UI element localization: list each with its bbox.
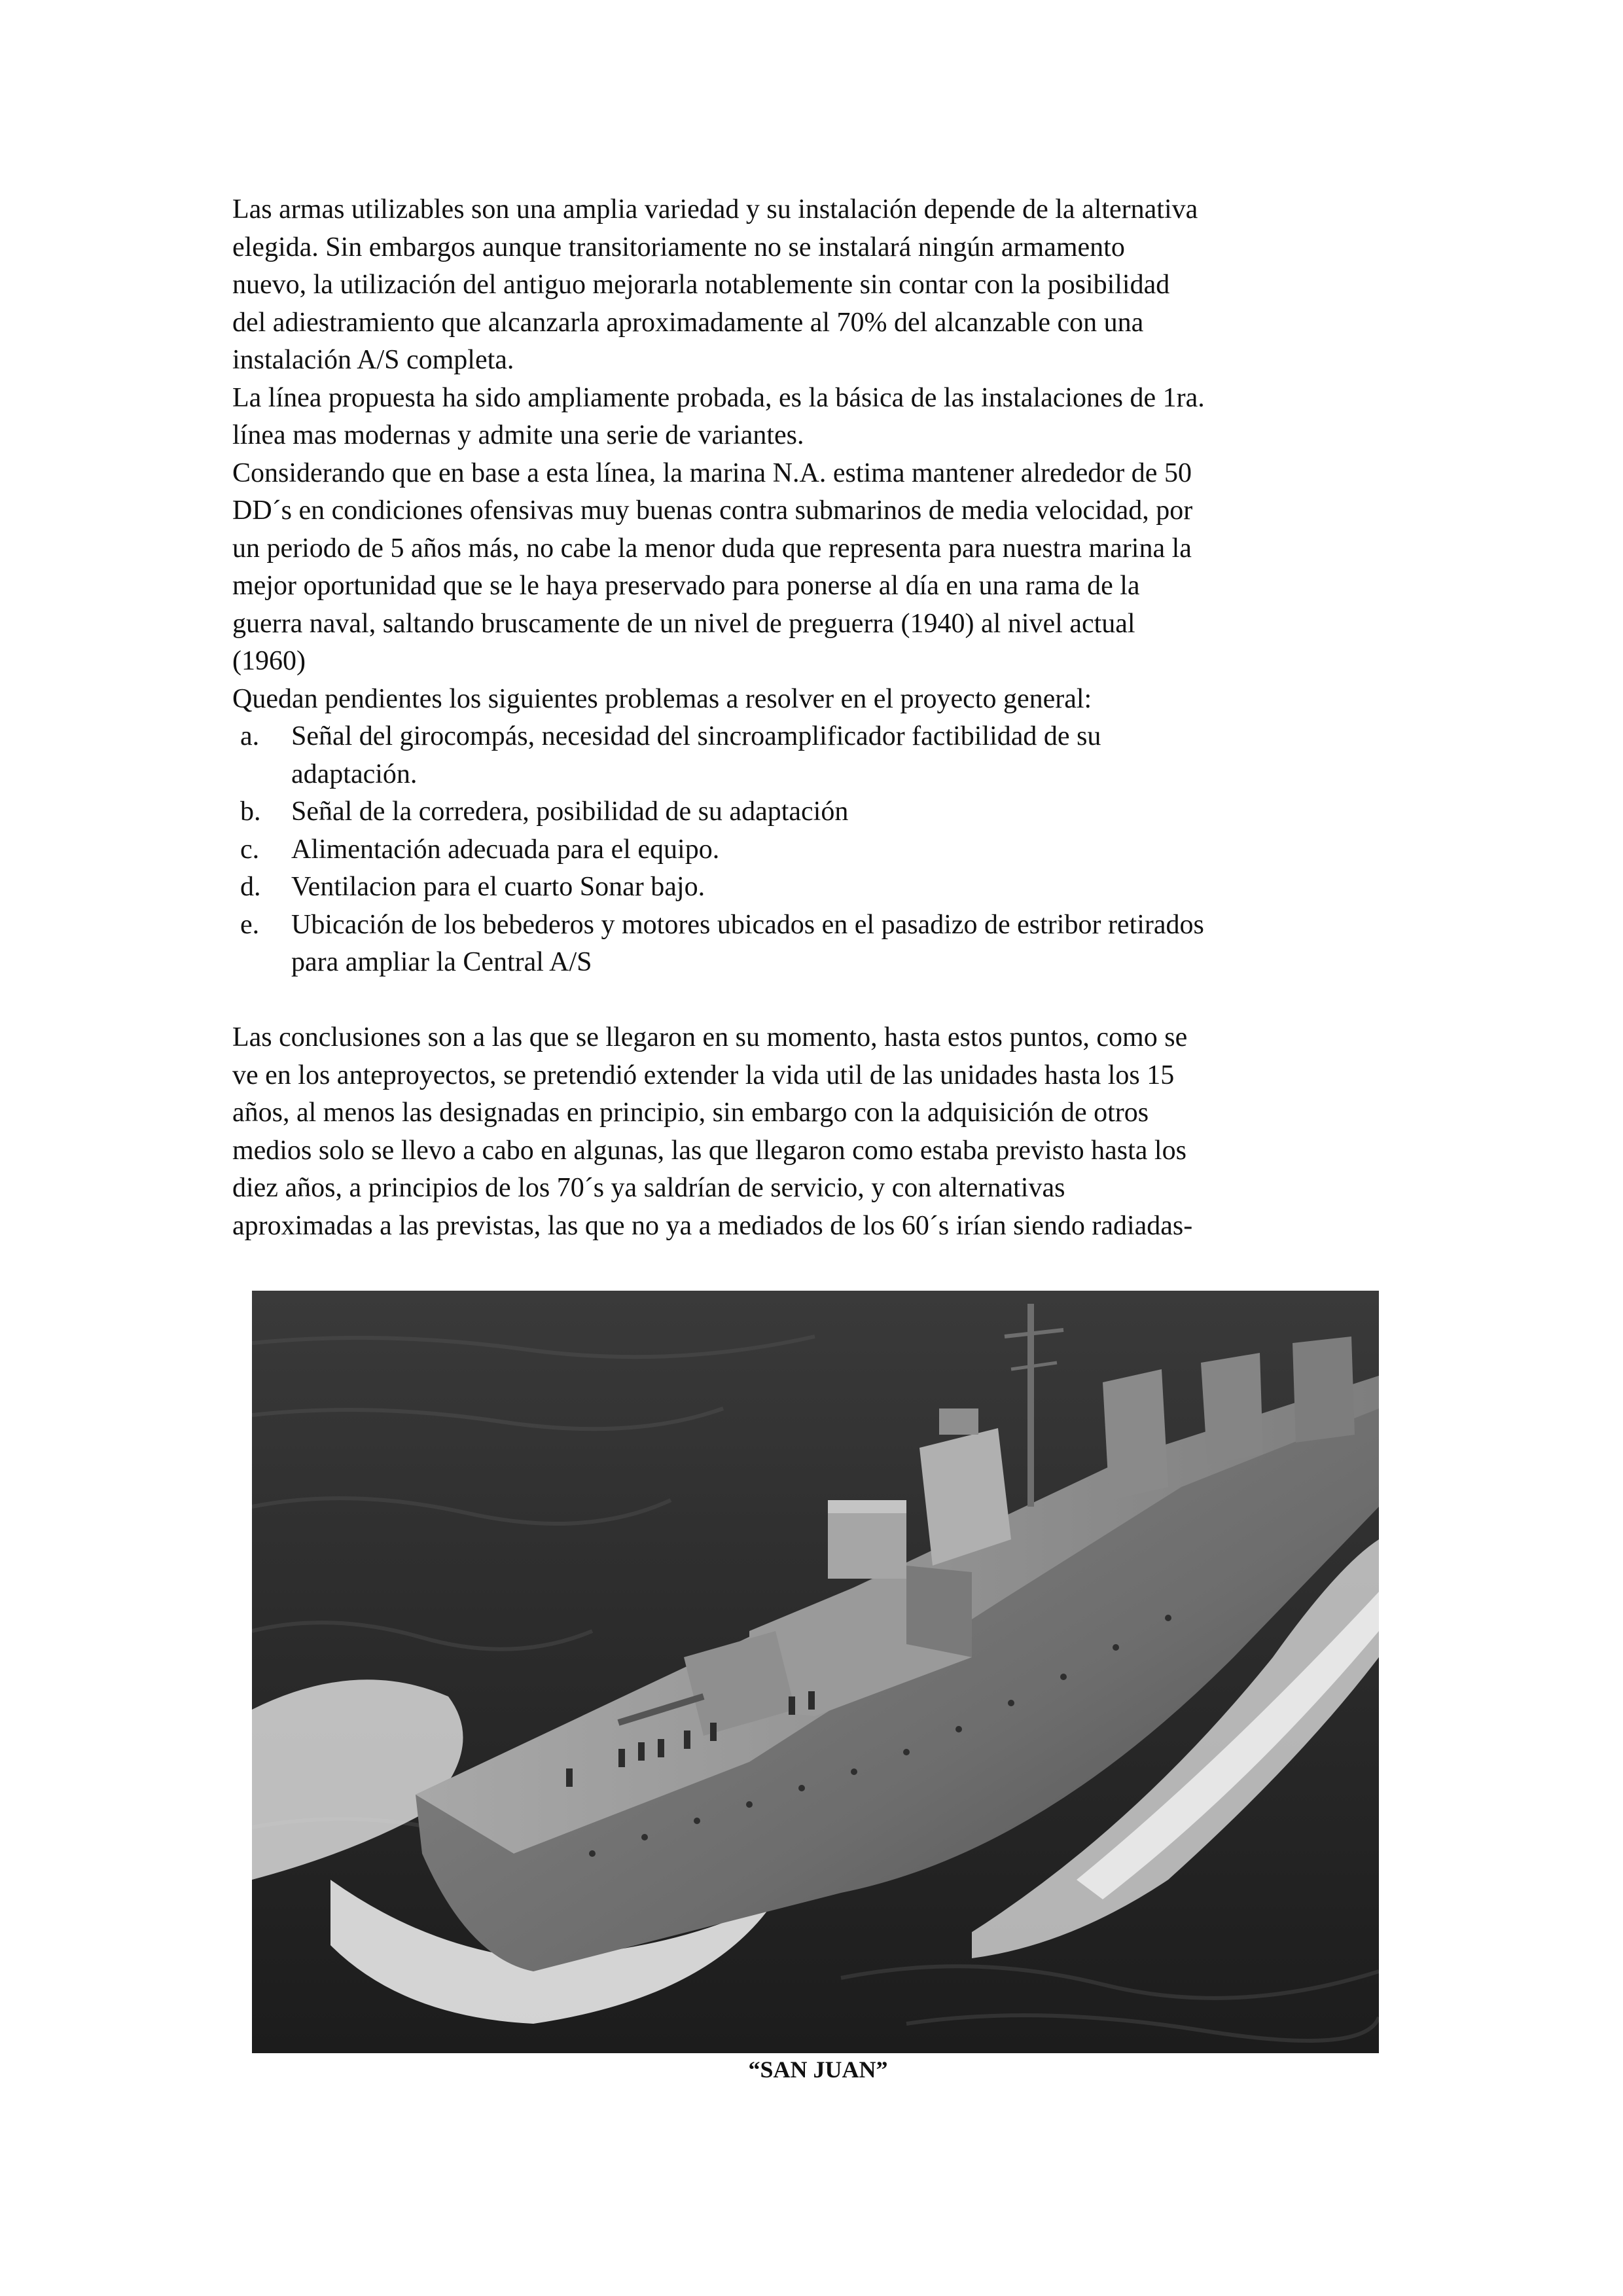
list-item bbox=[232, 906, 1397, 982]
text-line: La línea propuesta ha sido ampliamente probada, es la básica de las instalaciones de 1ra. bbox=[232, 382, 1205, 413]
list-item bbox=[232, 718, 1397, 793]
text-line: mejor oportunidad que se le haya preservado para ponerse al día en una rama de la bbox=[232, 571, 1140, 601]
paragraph-conclusiones bbox=[232, 1019, 1397, 1245]
text-line: aproximadas a las previstas, las que no ya a mediados de los 60´s irían siendo radiadas- bbox=[232, 1210, 1193, 1241]
ship-photograph bbox=[252, 1291, 1379, 2053]
pending-problems-list bbox=[232, 718, 1397, 982]
text-line: diez años, a principios de los 70´s ya saldrían de servicio, y con alternativas bbox=[232, 1173, 1065, 1203]
text-line: ve en los anteproyectos, se pretendió extender la vida util de las unidades hasta los 15 bbox=[232, 1060, 1175, 1090]
text-line: Alimentación adecuada para el equipo. bbox=[291, 834, 720, 865]
paragraph-considerando bbox=[232, 455, 1397, 681]
text-line: DD´s en condiciones ofensivas muy buenas contra submarinos de media velocidad, por bbox=[232, 495, 1193, 526]
document-body bbox=[232, 191, 1397, 1245]
list-marker: e. bbox=[240, 909, 260, 940]
text-line: Quedan pendientes los siguientes problemas a resolver en el proyecto general: bbox=[232, 683, 1092, 714]
list-item bbox=[232, 831, 1397, 869]
text-line: un periodo de 5 años más, no cabe la menor duda que representa para nuestra marina la bbox=[232, 533, 1192, 564]
text-line: Ubicación de los bebederos y motores ubicados en el pasadizo de estribor retirados bbox=[291, 909, 1204, 940]
list-marker: d. bbox=[240, 872, 261, 902]
text-line: Ventilacion para el cuarto Sonar bajo. bbox=[291, 872, 705, 902]
list-marker: c. bbox=[240, 834, 260, 865]
list-item bbox=[232, 869, 1397, 906]
list-marker: b. bbox=[240, 797, 261, 827]
text-line: elegida. Sin embargos aunque transitoriamente no se instalará ningún armamento bbox=[232, 232, 1125, 262]
text-line: adaptación. bbox=[291, 759, 418, 789]
text-line: Considerando que en base a esta línea, la marina N.A. estima mantener alrededor de 50 bbox=[232, 457, 1192, 488]
text-line: Señal de la corredera, posibilidad de su adaptación bbox=[291, 797, 849, 827]
text-line: años, al menos las designadas en principio, sin embargo con la adquisición de otros bbox=[232, 1098, 1149, 1128]
text-line: línea mas modernas y admite una serie de variantes. bbox=[232, 420, 804, 450]
text-line: instalación A/S completa. bbox=[232, 345, 514, 375]
paragraph-armas bbox=[232, 191, 1397, 380]
paragraph-linea-propuesta bbox=[232, 380, 1397, 455]
paragraph-gap bbox=[232, 982, 1397, 1020]
list-marker: a. bbox=[240, 721, 260, 751]
text-line: Señal del girocompás, necesidad del sincroamplificador factibilidad de su bbox=[291, 721, 1101, 751]
text-line: medios solo se llevo a cabo en algunas, las que llegaron como estaba previsto hasta los bbox=[232, 1135, 1186, 1166]
text-line: nuevo, la utilización del antiguo mejorarla notablemente sin contar con la posibilidad bbox=[232, 270, 1170, 300]
list-item bbox=[232, 793, 1397, 831]
text-line: del adiestramiento que alcanzarla aproximadamente al 70% del alcanzable con una bbox=[232, 307, 1144, 338]
text-line: (1960) bbox=[232, 646, 306, 676]
text-line: guerra naval, saltando bruscamente de un nivel de preguerra (1940) al nivel actual bbox=[232, 608, 1135, 639]
text-line: para ampliar la Central A/S bbox=[291, 947, 592, 977]
photo-caption: “SAN JUAN” bbox=[748, 2056, 888, 2083]
paragraph-pendientes-intro bbox=[232, 681, 1397, 719]
destroyer-photo-illustration bbox=[252, 1291, 1379, 2053]
text-line: Las armas utilizables son una amplia variedad y su instalación depende de la alternativa bbox=[232, 194, 1198, 224]
text-line: Las conclusiones son a las que se llegaron en su momento, hasta estos puntos, como se bbox=[232, 1022, 1188, 1052]
